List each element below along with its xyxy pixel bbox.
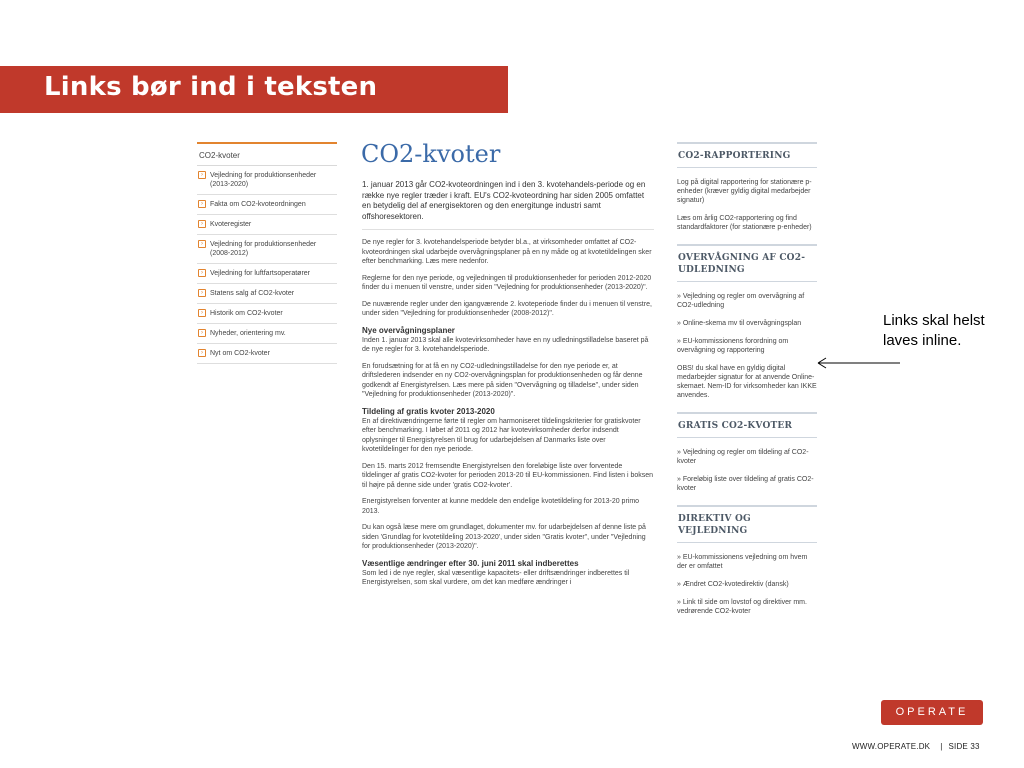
arrow-icon: ›	[198, 200, 206, 208]
main-content	[362, 136, 654, 595]
paragraph: Du kan også læse mere om grundlaget, dokumenter mv. for udarbejdelsen af denne liste på siden 'Grundlag for kvotetildeling 2013-2020', under siden "Gratis kvoter", under "Vejledning for produktionsenheder (2013-2020)".	[362, 524, 646, 550]
sidebar-link[interactable]: » Ændret CO2-kvotedirektiv (dansk)	[677, 581, 789, 588]
website-screenshot	[197, 136, 819, 682]
annotation-note: Links skal helst laves inline.	[883, 312, 985, 349]
nav-item[interactable]	[197, 304, 337, 324]
arrow-icon: ›	[198, 289, 206, 297]
operate-logo: OPERATE	[881, 700, 983, 725]
section-heading: Nye overvågningsplaner	[362, 325, 455, 335]
footer-site: WWW.OPERATE.DK	[852, 742, 931, 751]
sidebar-link[interactable]: Log på digital rapportering for stationære p-enheder (kræver gyldig digital medarbejder signatur)	[677, 179, 812, 204]
nav-item-label: Nyheder, orientering mv.	[210, 330, 286, 337]
annotation-arrow-icon	[816, 354, 902, 372]
nav-item[interactable]	[197, 264, 337, 284]
paragraph: Den 15. marts 2012 fremsendte Energistyrelsen den foreløbige liste over forventede tildelinger af gratis CO2-kvoter for perioden 2013-20 til EU-kommissionen. Find listen i boksen til højre på denne side under 'gratis CO2-kvoter'.	[362, 462, 654, 489]
nav-item[interactable]	[197, 166, 337, 195]
section-heading: Væsentlige ændringer efter 30. juni 2011 skal indberettes	[362, 558, 579, 568]
paragraph: En af direktivændringerne førte til regler om harmoniseret tildelingskriterier for gratiskvoter efter benchmarking. I løbet af 2011 og 2012 har kvotevirksomheder derfor indsendt oplysninger til Energistyrelsen til brug for udarbejdelsen af Danmarks liste over kvotetildelinger for den nye periode.	[362, 417, 641, 453]
nav-item[interactable]	[197, 235, 337, 264]
nav-item[interactable]	[197, 195, 337, 215]
nav-item-label: Fakta om CO2-kvoteordningen	[210, 201, 306, 208]
nav-item-label: Vejledning for produktionsenheder (2008-2012)	[210, 241, 317, 257]
arrow-icon: ›	[198, 329, 206, 337]
sidebar-note: OBS! du skal have en gyldig digital medarbejder signatur for at anvende Online-skemaet. Nem-ID for virksomheder kan IKKE anvendes.	[677, 365, 817, 399]
nav-item[interactable]	[197, 344, 337, 364]
sidebar-link[interactable]: » Vejledning og regler om overvågning af CO2-udledning	[677, 293, 805, 309]
nav-item-label: Statens salg af CO2-kvoter	[210, 290, 295, 297]
paragraph: De nye regler for 3. kvotehandelsperiode betyder bl.a., at virksomheder omfattet af CO2-kvoteordningen skal udarbejde overvågningsplaner på en ny måde og at kvotetildelingen sker efter benchmarking. Læs mere nedenfor.	[362, 239, 652, 265]
footer-separator: |	[940, 742, 943, 751]
sidebar-link[interactable]: » EU-kommissionens vejledning om hvem der er omfattet	[677, 554, 808, 570]
nav-item-label: Nyt om CO2-kvoter	[210, 350, 270, 357]
sidebar-link[interactable]: » EU-kommissionens forordning om overvågning og rapportering	[677, 338, 789, 354]
paragraph: Inden 1. januar 2013 skal alle kvotevirksomheder have en ny udledningstilladelse baseret på de nye regler for 3. kvotehandelsperiode.	[362, 336, 649, 353]
sidebar-link[interactable]: » Foreløbig liste over tildeling af gratis CO2-kvoter	[677, 476, 814, 492]
slide-footer	[852, 742, 980, 751]
nav-item[interactable]	[197, 324, 337, 344]
sidebar-heading: GRATIS CO2-KVOTER	[677, 412, 817, 438]
arrow-icon: ›	[198, 240, 206, 248]
paragraph: Energistyrelsen forventer at kunne meddele den endelige kvotetildeling for 2013-20 primo 2013.	[362, 498, 640, 515]
footer-page: SIDE 33	[948, 742, 980, 751]
nav-item-label: Kvoteregister	[210, 221, 252, 228]
nav-item-label: Vejledning for luftfartsoperatører	[210, 270, 310, 277]
arrow-icon: ›	[198, 349, 206, 357]
paragraph: Reglerne for den nye periode, og vejledningen til produktionsenheder for perioden 2012-2020 finder du i menuen til venstre, under siden "Vejledning for produktionsenheder (2013-2020)".	[362, 274, 652, 291]
sidebar-heading: DIREKTIV OG VEJLEDNING	[677, 505, 817, 543]
intro-text: 1. januar 2013 går CO2-kvoteordningen ind i den 3. kvotehandels-periode og en række nye regler træder i kraft. EU's CO2-kvoteordning har siden 2005 omfattet en betydelig del af energisektoren og den energitunge industri samt offshoresektoren.	[362, 180, 654, 230]
sidebar-link[interactable]: » Vejledning og regler om tildeling af CO2-kvoter	[677, 449, 809, 465]
sidebar-heading: OVERVÅGNING AF CO2-UDLEDNING	[677, 244, 817, 282]
left-nav	[197, 142, 337, 364]
paragraph: Som led i de nye regler, skal væsentlige kapacitets- eller driftsændringer indberettes til Energistyrelsen, som skal vurdere, om det kan medføre ændringer i	[362, 569, 630, 586]
sidebar-link[interactable]: » Online-skema mv til overvågningsplan	[677, 320, 802, 327]
page-title: CO2-kvoter	[361, 140, 501, 168]
section-heading: Tildeling af gratis kvoter 2013-2020	[362, 406, 495, 416]
sidebar-link[interactable]: » Link til side om lovstof og direktiver mm. vedrørende CO2-kvoter	[677, 599, 807, 615]
nav-item[interactable]	[197, 284, 337, 304]
arrow-icon: ›	[198, 171, 206, 179]
nav-item-label: Historik om CO2-kvoter	[210, 310, 283, 317]
sidebar-link[interactable]: Læs om årlig CO2-rapportering og find standardfaktorer (for stationære p-enheder)	[677, 215, 812, 231]
arrow-icon: ›	[198, 269, 206, 277]
arrow-icon: ›	[198, 309, 206, 317]
paragraph: De nuværende regler under den igangværende 2. kvoteperiode finder du i menuen til venstre, under siden "Vejledning for produktionsenheder (2008-2012)".	[362, 300, 652, 317]
slide-title-bar	[0, 66, 508, 113]
sidebar-heading: CO2-RAPPORTERING	[677, 142, 817, 168]
paragraph: En forudsætning for at få en ny CO2-udledningstilladelse for den nye periode er, at driftslederen indsender en ny CO2-overvågningsplan for produktionsenheden og får denne godkendt af Energistyrelsen. Læs mere på siden "Overvågning og tilladelse", under siden "Vejledning for produktionsenheder (2013-2020)".	[362, 362, 643, 398]
nav-heading[interactable]: CO2-kvoter	[197, 142, 337, 166]
right-sidebar	[677, 142, 817, 625]
nav-item[interactable]	[197, 215, 337, 235]
nav-item-label: Vejledning for produktionsenheder (2013-2020)	[210, 172, 317, 188]
slide-title: Links bør ind i teksten	[44, 72, 378, 102]
arrow-icon: ›	[198, 220, 206, 228]
